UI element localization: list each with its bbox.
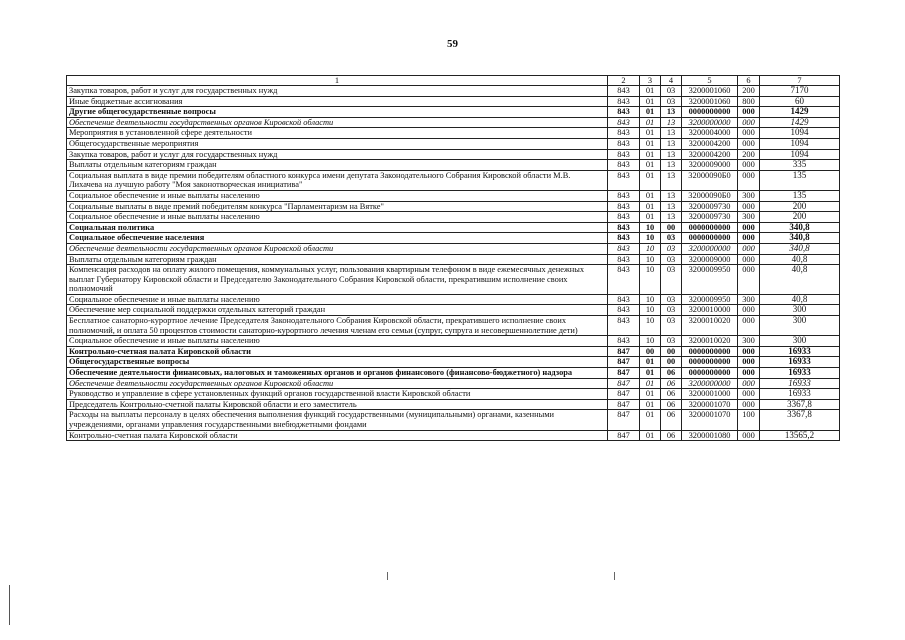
row-type-cell: 000	[738, 222, 760, 233]
row-subsection-cell: 06	[661, 410, 682, 430]
row-code-cell: 847	[608, 389, 640, 400]
row-subsection-cell: 13	[661, 212, 682, 223]
table-row	[67, 190, 840, 201]
row-target-cell: 3200000000	[682, 378, 738, 389]
row-name-cell: Обеспечение деятельности государственных органов Кировской области	[67, 117, 608, 128]
row-section-cell: 01	[640, 389, 661, 400]
row-name-cell: Обеспечение деятельности финансовых, налоговых и таможенных органов и органов финансового (финансово-бюджетного) надзора	[67, 368, 608, 379]
row-code-cell: 847	[608, 346, 640, 357]
row-type-cell: 000	[738, 368, 760, 379]
row-section-cell: 01	[640, 170, 661, 190]
row-name-cell: Выплаты отдельным категориям граждан	[67, 160, 608, 171]
row-section-cell: 10	[640, 305, 661, 316]
row-subsection-cell: 03	[661, 294, 682, 305]
row-type-cell: 000	[738, 170, 760, 190]
row-type-cell: 000	[738, 357, 760, 368]
row-section-cell: 01	[640, 201, 661, 212]
table-row	[67, 201, 840, 212]
row-name-cell: Бесплатное санаторно-курортное лечение Председателя Законодательного Собрания Кировской области, прекратившего исполнение своих полномочий, и оплата 50 процентов стоимости санаторно-курортного лечения членам его семьи (супруг, супруга и несовершеннолетние дети)	[67, 316, 608, 336]
row-code-cell: 843	[608, 243, 640, 254]
row-target-cell: 0000000000	[682, 233, 738, 244]
row-section-cell: 01	[640, 399, 661, 410]
row-code-cell: 843	[608, 305, 640, 316]
row-type-cell: 000	[738, 160, 760, 171]
row-name-cell: Общегосударственные мероприятия	[67, 138, 608, 149]
row-type-cell: 000	[738, 265, 760, 295]
row-code-cell: 843	[608, 336, 640, 347]
row-code-cell: 843	[608, 294, 640, 305]
table-row	[67, 305, 840, 316]
row-target-cell: 3200009730	[682, 212, 738, 223]
row-type-cell: 000	[738, 399, 760, 410]
table-row	[67, 138, 840, 149]
row-subsection-cell: 03	[661, 243, 682, 254]
row-amount-cell: 200	[760, 201, 840, 212]
row-amount-cell: 135	[760, 170, 840, 190]
row-code-cell: 843	[608, 201, 640, 212]
row-code-cell: 847	[608, 357, 640, 368]
row-subsection-cell: 13	[661, 107, 682, 118]
row-subsection-cell: 06	[661, 368, 682, 379]
row-section-cell: 01	[640, 86, 661, 97]
row-section-cell: 01	[640, 410, 661, 430]
table-row	[67, 368, 840, 379]
row-amount-cell: 16933	[760, 357, 840, 368]
table-row	[67, 160, 840, 171]
row-code-cell: 843	[608, 128, 640, 139]
row-amount-cell: 1429	[760, 117, 840, 128]
row-code-cell: 847	[608, 399, 640, 410]
row-type-cell: 000	[738, 316, 760, 336]
row-code-cell: 843	[608, 190, 640, 201]
row-amount-cell: 335	[760, 160, 840, 171]
row-type-cell: 300	[738, 190, 760, 201]
row-name-cell: Обеспечение мер социальной поддержки отдельных категорий граждан	[67, 305, 608, 316]
table-row	[67, 410, 840, 430]
row-name-cell: Другие общегосударственные вопросы	[67, 107, 608, 118]
row-name-cell: Руководство и управление в сфере установленных функций органов государственной власти Кировской области	[67, 389, 608, 400]
row-target-cell: 32000090Б0	[682, 190, 738, 201]
row-code-cell: 843	[608, 316, 640, 336]
row-section-cell: 01	[640, 117, 661, 128]
row-amount-cell: 300	[760, 316, 840, 336]
row-section-cell: 10	[640, 316, 661, 336]
row-target-cell: 3200001000	[682, 389, 738, 400]
row-target-cell: 3200009950	[682, 294, 738, 305]
row-subsection-cell: 03	[661, 86, 682, 97]
row-name-cell: Председатель Контрольно-счетной палаты Кировской области и его заместитель	[67, 399, 608, 410]
row-amount-cell: 40,8	[760, 294, 840, 305]
row-amount-cell: 16933	[760, 389, 840, 400]
row-name-cell: Мероприятия в установленной сфере деятельности	[67, 128, 608, 139]
row-code-cell: 843	[608, 117, 640, 128]
row-code-cell: 843	[608, 160, 640, 171]
row-type-cell: 200	[738, 86, 760, 97]
row-target-cell: 3200004200	[682, 138, 738, 149]
scan-margin-line	[9, 585, 10, 625]
row-type-cell: 000	[738, 305, 760, 316]
row-target-cell: 0000000000	[682, 107, 738, 118]
row-type-cell: 200	[738, 149, 760, 160]
row-name-cell: Социальное обеспечение и иные выплаты населению	[67, 190, 608, 201]
row-subsection-cell: 00	[661, 357, 682, 368]
row-name-cell: Социальная политика	[67, 222, 608, 233]
table-row	[67, 254, 840, 265]
table-row	[67, 96, 840, 107]
column-header: 2	[608, 76, 640, 86]
row-amount-cell: 3367,8	[760, 410, 840, 430]
row-subsection-cell: 00	[661, 222, 682, 233]
row-amount-cell: 200	[760, 212, 840, 223]
table-row	[67, 107, 840, 118]
row-subsection-cell: 13	[661, 117, 682, 128]
row-amount-cell: 340,8	[760, 243, 840, 254]
row-name-cell: Выплаты отдельным категориям граждан	[67, 254, 608, 265]
row-code-cell: 843	[608, 96, 640, 107]
row-amount-cell: 1094	[760, 138, 840, 149]
row-code-cell: 843	[608, 233, 640, 244]
column-header: 3	[640, 76, 661, 86]
row-section-cell: 01	[640, 107, 661, 118]
table-header-row	[67, 76, 840, 86]
row-type-cell: 300	[738, 212, 760, 223]
row-amount-cell: 1429	[760, 107, 840, 118]
row-code-cell: 843	[608, 170, 640, 190]
row-name-cell: Компенсация расходов на оплату жилого помещения, коммунальных услуг, пользования квартирным телефоном в виде ежемесячных денежных выплат Губернатору Кировской области и Председателю Законодательного Собрания Кировской области, прекратившим исполнение своих полномочий	[67, 265, 608, 295]
row-section-cell: 01	[640, 368, 661, 379]
row-type-cell: 000	[738, 117, 760, 128]
row-code-cell: 843	[608, 254, 640, 265]
table-row	[67, 346, 840, 357]
row-amount-cell: 1094	[760, 128, 840, 139]
row-name-cell: Контрольно-счетная палата Кировской области	[67, 430, 608, 441]
table-row	[67, 294, 840, 305]
row-amount-cell: 300	[760, 336, 840, 347]
row-name-cell: Социальные выплаты в виде премий победителям конкурса "Парламентаризм на Вятке"	[67, 201, 608, 212]
row-name-cell: Социальное обеспечение и иные выплаты населению	[67, 212, 608, 223]
row-section-cell: 10	[640, 222, 661, 233]
row-section-cell: 10	[640, 265, 661, 295]
column-header: 6	[738, 76, 760, 86]
row-section-cell: 01	[640, 190, 661, 201]
row-section-cell: 10	[640, 233, 661, 244]
row-section-cell: 10	[640, 254, 661, 265]
row-target-cell: 0000000000	[682, 357, 738, 368]
row-code-cell: 843	[608, 265, 640, 295]
row-subsection-cell: 00	[661, 346, 682, 357]
row-amount-cell: 16933	[760, 346, 840, 357]
row-subsection-cell: 03	[661, 316, 682, 336]
row-amount-cell: 1094	[760, 149, 840, 160]
row-section-cell: 01	[640, 128, 661, 139]
row-code-cell: 847	[608, 410, 640, 430]
row-subsection-cell: 13	[661, 160, 682, 171]
row-subsection-cell: 03	[661, 233, 682, 244]
column-header: 7	[760, 76, 840, 86]
row-section-cell: 01	[640, 138, 661, 149]
row-target-cell: 3200009950	[682, 265, 738, 295]
row-subsection-cell: 06	[661, 378, 682, 389]
table-row	[67, 336, 840, 347]
table-body	[67, 86, 840, 441]
row-subsection-cell: 03	[661, 96, 682, 107]
row-code-cell: 843	[608, 86, 640, 97]
row-type-cell: 000	[738, 138, 760, 149]
row-subsection-cell: 03	[661, 265, 682, 295]
row-target-cell: 3200009000	[682, 160, 738, 171]
row-name-cell: Контрольно-счетная палата Кировской области	[67, 346, 608, 357]
row-section-cell: 01	[640, 96, 661, 107]
row-section-cell: 01	[640, 212, 661, 223]
row-type-cell: 800	[738, 96, 760, 107]
row-code-cell: 843	[608, 212, 640, 223]
row-name-cell: Обеспечение деятельности государственных органов Кировской области	[67, 378, 608, 389]
row-target-cell: 3200001080	[682, 430, 738, 441]
row-amount-cell: 300	[760, 305, 840, 316]
row-target-cell: 3200001060	[682, 86, 738, 97]
row-amount-cell: 16933	[760, 368, 840, 379]
table-row	[67, 399, 840, 410]
row-type-cell: 000	[738, 128, 760, 139]
table-row	[67, 128, 840, 139]
row-code-cell: 847	[608, 430, 640, 441]
row-code-cell: 843	[608, 222, 640, 233]
row-amount-cell: 16933	[760, 378, 840, 389]
table-row	[67, 430, 840, 441]
row-type-cell: 000	[738, 233, 760, 244]
table-row	[67, 222, 840, 233]
row-name-cell: Закупка товаров, работ и услуг для государственных нужд	[67, 149, 608, 160]
row-target-cell: 3200010000	[682, 305, 738, 316]
row-type-cell: 000	[738, 378, 760, 389]
row-section-cell: 00	[640, 346, 661, 357]
row-section-cell: 01	[640, 149, 661, 160]
row-amount-cell: 340,8	[760, 233, 840, 244]
row-section-cell: 01	[640, 160, 661, 171]
row-type-cell: 000	[738, 107, 760, 118]
row-amount-cell: 60	[760, 96, 840, 107]
row-target-cell: 3200001070	[682, 410, 738, 430]
table-row	[67, 357, 840, 368]
row-amount-cell: 7170	[760, 86, 840, 97]
row-name-cell: Расходы на выплаты персоналу в целях обеспечения выполнения функций государственными (муниципальными) органами, казенными учреждениями, органами управления государственными внебюджетными фондами	[67, 410, 608, 430]
row-type-cell: 100	[738, 410, 760, 430]
table-row	[67, 233, 840, 244]
table-row	[67, 316, 840, 336]
column-header: 5	[682, 76, 738, 86]
row-target-cell: 3200000000	[682, 117, 738, 128]
row-target-cell: 3200004000	[682, 128, 738, 139]
row-subsection-cell: 03	[661, 305, 682, 316]
row-target-cell: 3200001070	[682, 399, 738, 410]
row-type-cell: 300	[738, 336, 760, 347]
table-row	[67, 265, 840, 295]
row-name-cell: Иные бюджетные ассигнования	[67, 96, 608, 107]
table-row	[67, 243, 840, 254]
row-subsection-cell: 06	[661, 430, 682, 441]
row-type-cell: 000	[738, 243, 760, 254]
table-row	[67, 117, 840, 128]
page-number: 59	[447, 38, 458, 50]
row-name-cell: Социальное обеспечение и иные выплаты населению	[67, 336, 608, 347]
row-subsection-cell: 06	[661, 399, 682, 410]
row-name-cell: Социальное обеспечение и иные выплаты населению	[67, 294, 608, 305]
row-type-cell: 000	[738, 254, 760, 265]
row-subsection-cell: 13	[661, 170, 682, 190]
row-type-cell: 000	[738, 201, 760, 212]
row-target-cell: 0000000000	[682, 346, 738, 357]
row-name-cell: Закупка товаров, работ и услуг для государственных нужд	[67, 86, 608, 97]
row-target-cell: 3200004200	[682, 149, 738, 160]
row-name-cell: Общегосударственные вопросы	[67, 357, 608, 368]
row-section-cell: 10	[640, 336, 661, 347]
row-type-cell: 300	[738, 294, 760, 305]
row-type-cell: 000	[738, 430, 760, 441]
table-row	[67, 86, 840, 97]
table-row	[67, 212, 840, 223]
row-subsection-cell: 13	[661, 201, 682, 212]
row-code-cell: 843	[608, 107, 640, 118]
row-amount-cell: 40,8	[760, 265, 840, 295]
row-section-cell: 01	[640, 378, 661, 389]
table-row	[67, 170, 840, 190]
row-amount-cell: 13565,2	[760, 430, 840, 441]
row-name-cell: Социальное обеспечение населения	[67, 233, 608, 244]
row-target-cell: 3200001060	[682, 96, 738, 107]
row-subsection-cell: 03	[661, 254, 682, 265]
row-target-cell: 3200010020	[682, 316, 738, 336]
row-amount-cell: 135	[760, 190, 840, 201]
row-section-cell: 01	[640, 357, 661, 368]
row-code-cell: 843	[608, 138, 640, 149]
row-target-cell: 3200009000	[682, 254, 738, 265]
table-row	[67, 378, 840, 389]
row-subsection-cell: 03	[661, 336, 682, 347]
table-row	[67, 389, 840, 400]
budget-table	[66, 75, 840, 441]
row-section-cell: 10	[640, 294, 661, 305]
row-code-cell: 847	[608, 368, 640, 379]
row-subsection-cell: 13	[661, 190, 682, 201]
row-amount-cell: 3367,8	[760, 399, 840, 410]
row-amount-cell: 340,8	[760, 222, 840, 233]
row-code-cell: 843	[608, 149, 640, 160]
row-target-cell: 3200009730	[682, 201, 738, 212]
row-section-cell: 10	[640, 243, 661, 254]
row-type-cell: 000	[738, 346, 760, 357]
row-target-cell: 3200010020	[682, 336, 738, 347]
table-row	[67, 149, 840, 160]
row-target-cell: 32000090Б0	[682, 170, 738, 190]
scan-tick-mark	[387, 572, 388, 580]
row-section-cell: 01	[640, 430, 661, 441]
row-target-cell: 3200000000	[682, 243, 738, 254]
column-header: 1	[67, 76, 608, 86]
row-subsection-cell: 13	[661, 128, 682, 139]
row-amount-cell: 40,8	[760, 254, 840, 265]
row-target-cell: 0000000000	[682, 368, 738, 379]
row-code-cell: 847	[608, 378, 640, 389]
column-header: 4	[661, 76, 682, 86]
scan-tick-mark	[614, 572, 615, 580]
row-subsection-cell: 13	[661, 138, 682, 149]
row-subsection-cell: 06	[661, 389, 682, 400]
row-subsection-cell: 13	[661, 149, 682, 160]
row-type-cell: 000	[738, 389, 760, 400]
row-name-cell: Обеспечение деятельности государственных органов Кировской области	[67, 243, 608, 254]
row-name-cell: Социальная выплата в виде премии победителям областного конкурса имени депутата Законодательного Собрания Кировской области М.В. Лихачева на лучшую работу "Моя законотворческая инициатива"	[67, 170, 608, 190]
row-target-cell: 0000000000	[682, 222, 738, 233]
